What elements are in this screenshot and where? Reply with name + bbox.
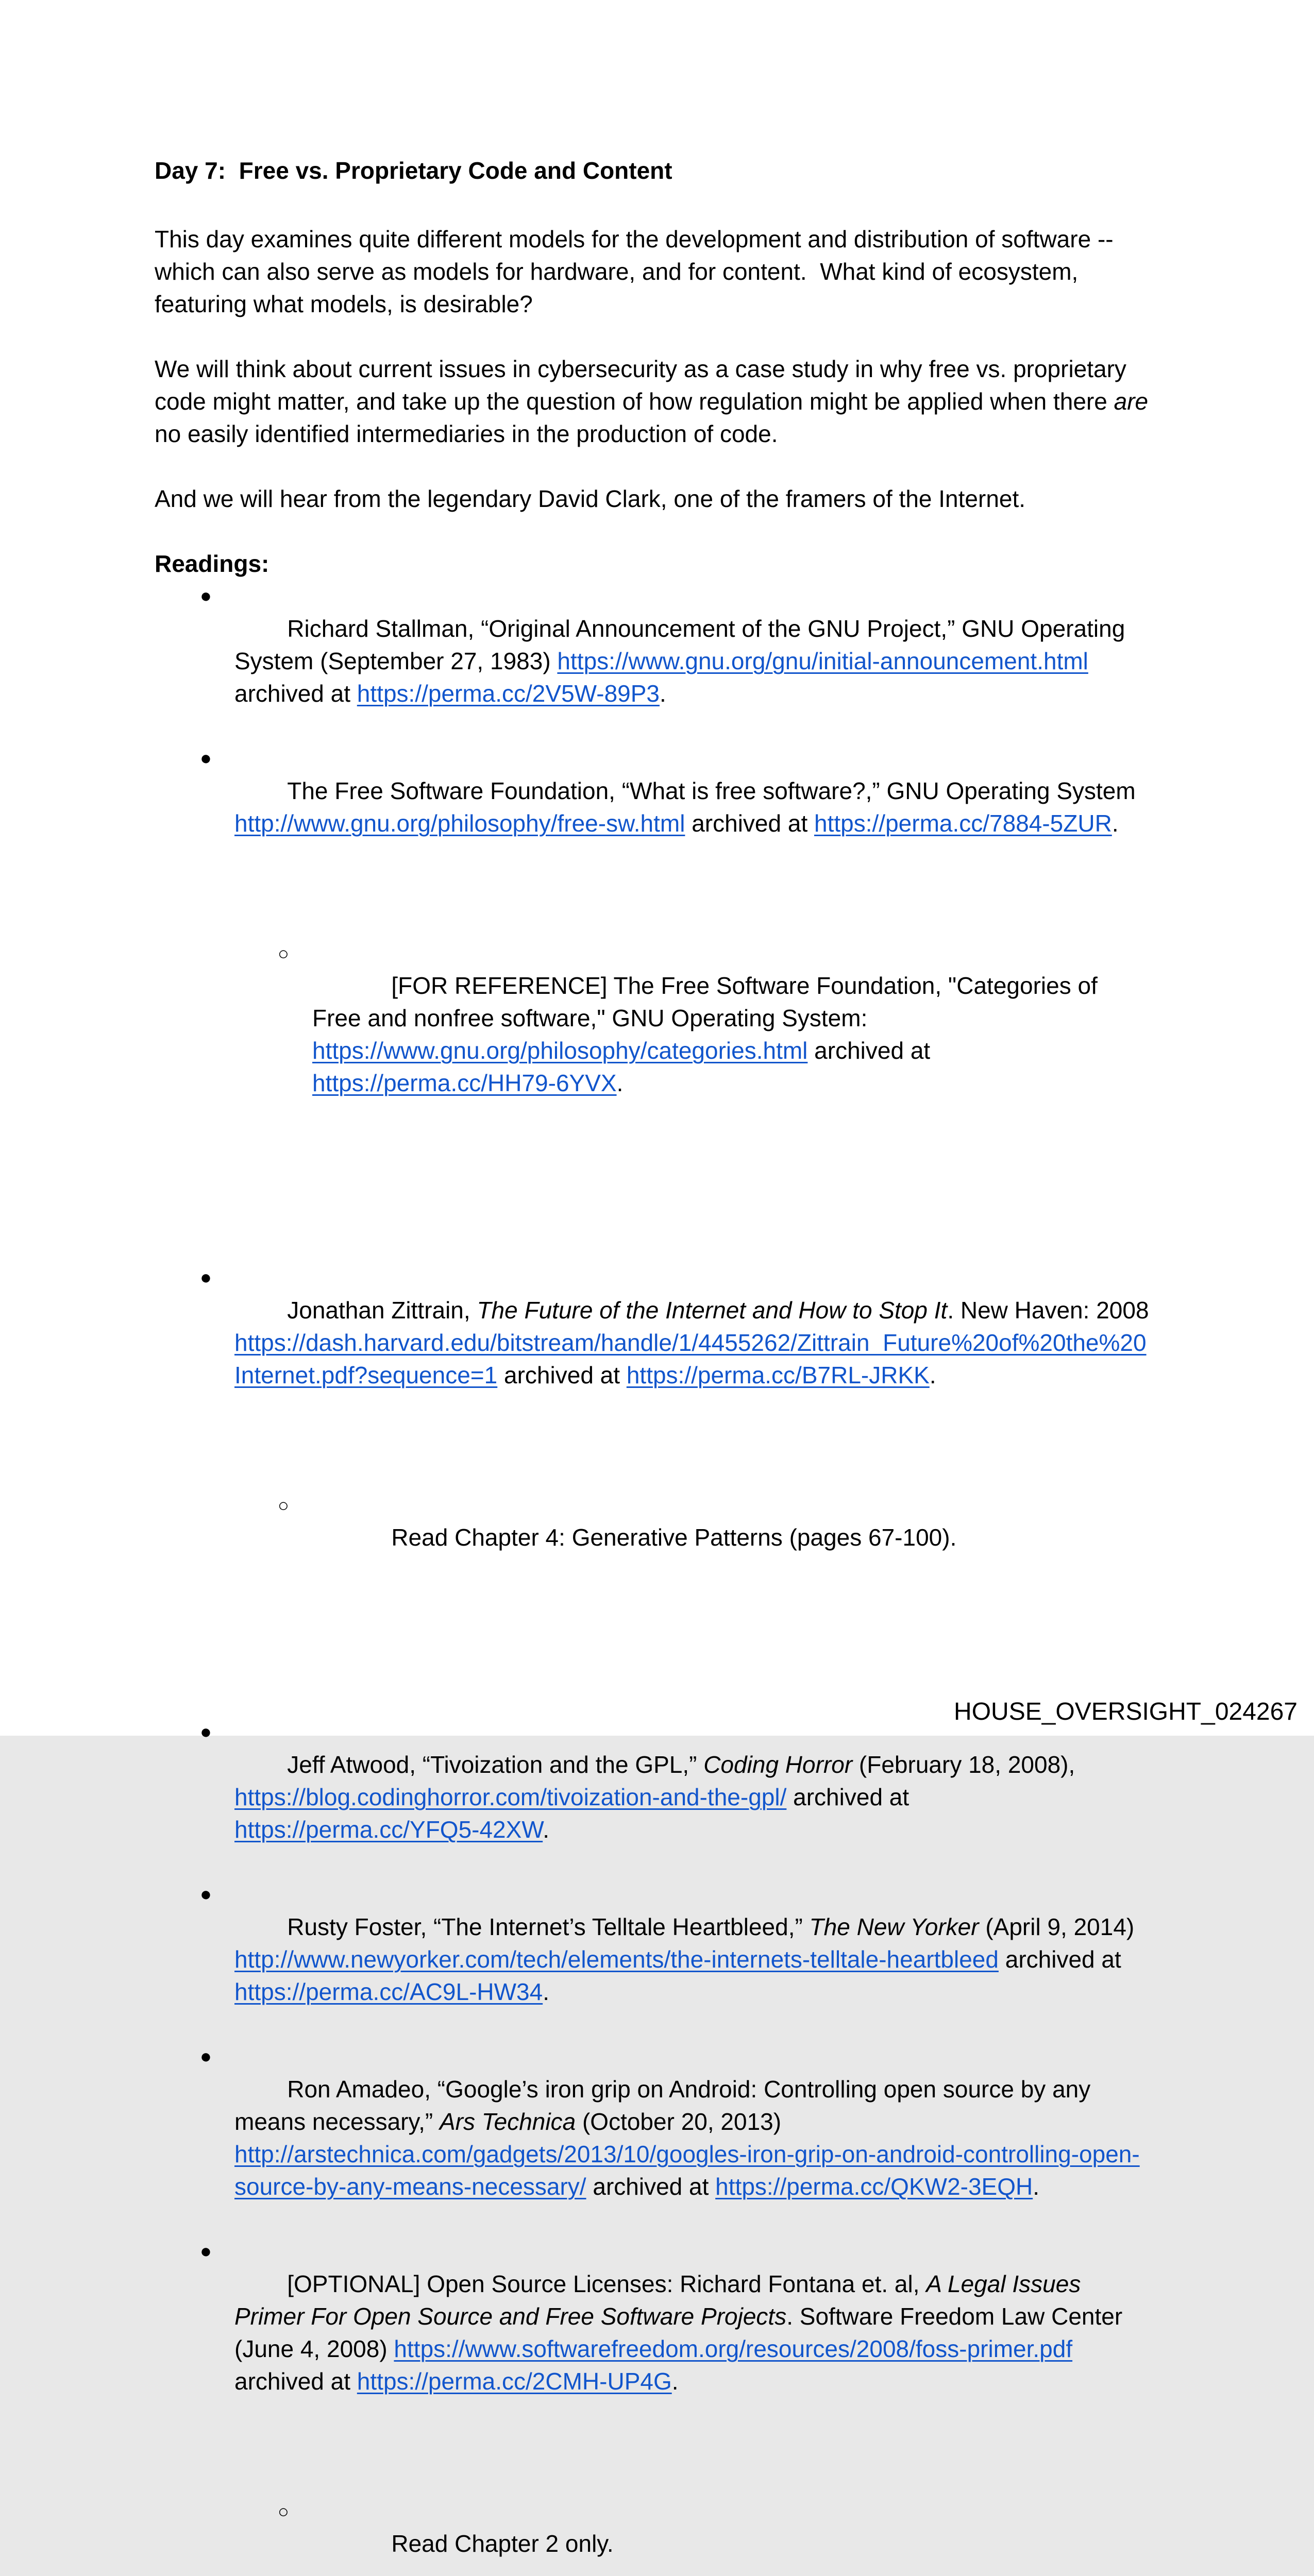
text-run: . New Haven: 2008 bbox=[947, 1297, 1156, 1324]
reading-item-optional-licenses bbox=[155, 2235, 1149, 2576]
text-run: Jonathan Zittrain, bbox=[287, 1297, 477, 1324]
text-run: . bbox=[929, 1362, 936, 1388]
hyperlink[interactable]: https://dash.harvard.edu/bitstream/handle/1/4455262/Zittrain_Future%20of%20the%20Internet.pdf?sequence=1 bbox=[234, 1329, 1147, 1388]
sub-bullet-icon: ○ bbox=[278, 1495, 289, 1516]
text-run: Richard Stallman, “Original Announcement of the GNU Project,” GNU Operating System (September 27, 1983) bbox=[234, 615, 1132, 674]
bates-stamp: HOUSE_OVERSIGHT_024267 bbox=[954, 1698, 1298, 1725]
hyperlink[interactable]: https://www.softwarefreedom.org/resources/2008/foss-primer.pdf bbox=[394, 2335, 1073, 2362]
reading-text bbox=[391, 2530, 613, 2557]
text-run: . bbox=[616, 1070, 624, 1096]
bullet-icon: ● bbox=[200, 2046, 212, 2067]
intro-paragraph-1 bbox=[155, 223, 1149, 320]
italic-text: A Legal Issues Primer For Open Source and Free Software Projects bbox=[234, 2270, 1088, 2330]
reading-item-stallman bbox=[155, 580, 1149, 742]
text-run: archived at bbox=[497, 1362, 627, 1388]
sub-readings-list bbox=[234, 1424, 1149, 1651]
hyperlink[interactable]: https://perma.cc/QKW2-3EQH bbox=[715, 2173, 1033, 2200]
hyperlink[interactable]: https://perma.cc/HH79-6YVX bbox=[312, 1070, 617, 1096]
bullet-icon: ● bbox=[200, 1721, 212, 1743]
hyperlink[interactable]: https://perma.cc/AC9L-HW34 bbox=[234, 1978, 543, 2005]
sub-readings-list bbox=[234, 872, 1149, 1197]
italic-text: The New Yorker bbox=[809, 1913, 979, 1940]
reading-text bbox=[312, 972, 1104, 1096]
text-run: . bbox=[671, 2368, 679, 2395]
hyperlink[interactable]: https://perma.cc/B7RL-JRKK bbox=[626, 1362, 930, 1388]
text-run: And we will hear from the legendary David Clark, one of the framers of the Internet. bbox=[155, 485, 1026, 512]
document-content bbox=[155, 155, 1156, 2576]
reading-text bbox=[234, 1297, 1155, 1388]
reading-text bbox=[391, 1524, 956, 1551]
hyperlink[interactable]: https://perma.cc/2V5W-89P3 bbox=[357, 680, 660, 707]
reading-text bbox=[234, 777, 1142, 837]
sub-bullet-icon: ○ bbox=[278, 943, 289, 964]
text-run: . bbox=[1033, 2173, 1040, 2200]
text-run: Read Chapter 2 only. bbox=[391, 2530, 614, 2557]
italic-text: The Future of the Internet and How to Stop It bbox=[477, 1297, 948, 1324]
text-run: . bbox=[1111, 810, 1119, 837]
hyperlink[interactable]: https://blog.codinghorror.com/tivoization-and-the-gpl/ bbox=[234, 1784, 787, 1810]
hyperlink[interactable]: http://www.newyorker.com/tech/elements/the-internets-telltale-heartbleed bbox=[234, 1946, 999, 1973]
text-run: (October 20, 2013) bbox=[576, 2108, 788, 2135]
text-run: This day examines quite different models for the development and distribution of software -- which can also serve as models for hardware, and for content. What kind of ecosystem, featuring what models, is desirable? bbox=[155, 226, 1120, 317]
reading-item-foster bbox=[155, 1878, 1149, 2041]
text-run: Rusty Foster, “The Internet’s Telltale Heartbleed,” bbox=[287, 1913, 810, 1940]
italic-text: are bbox=[1114, 388, 1149, 415]
readings-list bbox=[155, 580, 1156, 2576]
italic-text: Coding Horror bbox=[703, 1751, 853, 1778]
text-run: The Free Software Foundation, “What is free software?,” GNU Operating System bbox=[287, 777, 1142, 804]
text-run: Ron Amadeo, “Google’s iron grip on Android: Controlling open source by any means necessary,” bbox=[234, 2076, 1098, 2135]
text-run: archived at bbox=[998, 1946, 1128, 1973]
text-run: archived at bbox=[807, 1037, 937, 1064]
text-run: We will think about current issues in cybersecurity as a case study in why free vs. proprietary code might matter, and take up the question of how regulation might be applied when there bbox=[155, 355, 1133, 415]
hyperlink[interactable]: https://perma.cc/2CMH-UP4G bbox=[357, 2368, 672, 2395]
text-run: [FOR REFERENCE] The Free Software Foundation, "Categories of Free and nonfree software," GNU Operating System: bbox=[312, 972, 1104, 1031]
sub-reading-item-chapter2 bbox=[234, 2495, 1149, 2576]
text-run: . bbox=[543, 1978, 549, 2005]
bullet-icon: ● bbox=[200, 1267, 212, 1289]
text-run: archived at bbox=[234, 2335, 1079, 2395]
sub-reading-item-chapter4 bbox=[234, 1489, 1149, 1586]
text-run: . bbox=[543, 1816, 549, 1843]
hyperlink[interactable]: https://www.gnu.org/gnu/initial-announcement.html bbox=[557, 648, 1088, 674]
bullet-icon: ● bbox=[200, 2241, 212, 2262]
text-run: archived at bbox=[586, 2173, 716, 2200]
text-run: [OPTIONAL] Open Source Licenses: Richard Fontana et. al, bbox=[287, 2270, 926, 2297]
text-run: archived at bbox=[786, 1784, 916, 1810]
text-run: (April 9, 2014) bbox=[979, 1913, 1141, 1940]
text-run: archived at bbox=[685, 810, 815, 837]
hyperlink[interactable]: http://www.gnu.org/philosophy/free-sw.html bbox=[234, 810, 685, 837]
reading-text bbox=[234, 2270, 1129, 2395]
hyperlink[interactable]: http://arstechnica.com/gadgets/2013/10/googles-iron-grip-on-android-controlling-open-source-by-any-means-necessary/ bbox=[234, 2141, 1140, 2200]
page-title: Day 7: Free vs. Proprietary Code and Content bbox=[155, 157, 672, 184]
text-run: archived at bbox=[234, 648, 1095, 707]
text-run: Read Chapter 4: Generative Patterns (pages 67-100). bbox=[391, 1524, 957, 1551]
readings-heading: Readings: bbox=[155, 550, 269, 577]
intro-paragraph-2 bbox=[155, 353, 1155, 450]
sub-reading-item-categories bbox=[234, 937, 1149, 1132]
bullet-icon: ● bbox=[200, 1884, 212, 1905]
hyperlink[interactable]: https://perma.cc/YFQ5-42XW bbox=[234, 1816, 543, 1843]
text-run: Jeff Atwood, “Tivoization and the GPL,” bbox=[287, 1751, 704, 1778]
hyperlink[interactable]: https://www.gnu.org/philosophy/categories.html bbox=[312, 1037, 808, 1064]
sub-readings-list bbox=[234, 2430, 1149, 2576]
reading-item-fsf bbox=[155, 742, 1149, 1262]
intro-paragraph-3 bbox=[155, 483, 1149, 515]
reading-item-zittrain bbox=[155, 1262, 1156, 1716]
text-run: . Software Freedom Law Center (June 4, 2008) bbox=[234, 2303, 1129, 2362]
reading-text bbox=[234, 1913, 1141, 2005]
text-run: . bbox=[660, 680, 666, 707]
text-run: no easily identified intermediaries in the production of code. bbox=[155, 388, 1155, 447]
hyperlink[interactable]: https://perma.cc/7884-5ZUR bbox=[814, 810, 1112, 837]
sub-bullet-icon: ○ bbox=[278, 2501, 289, 2522]
reading-item-amadeo bbox=[155, 2041, 1149, 2235]
reading-text bbox=[234, 2076, 1140, 2200]
bullet-icon: ● bbox=[200, 748, 212, 769]
text-run: (February 18, 2008), bbox=[852, 1751, 1082, 1778]
italic-text: Ars Technica bbox=[439, 2108, 576, 2135]
reading-text bbox=[234, 615, 1132, 707]
reading-item-atwood bbox=[155, 1716, 1149, 1878]
bullet-icon: ● bbox=[200, 585, 212, 607]
reading-text bbox=[234, 1751, 1082, 1843]
